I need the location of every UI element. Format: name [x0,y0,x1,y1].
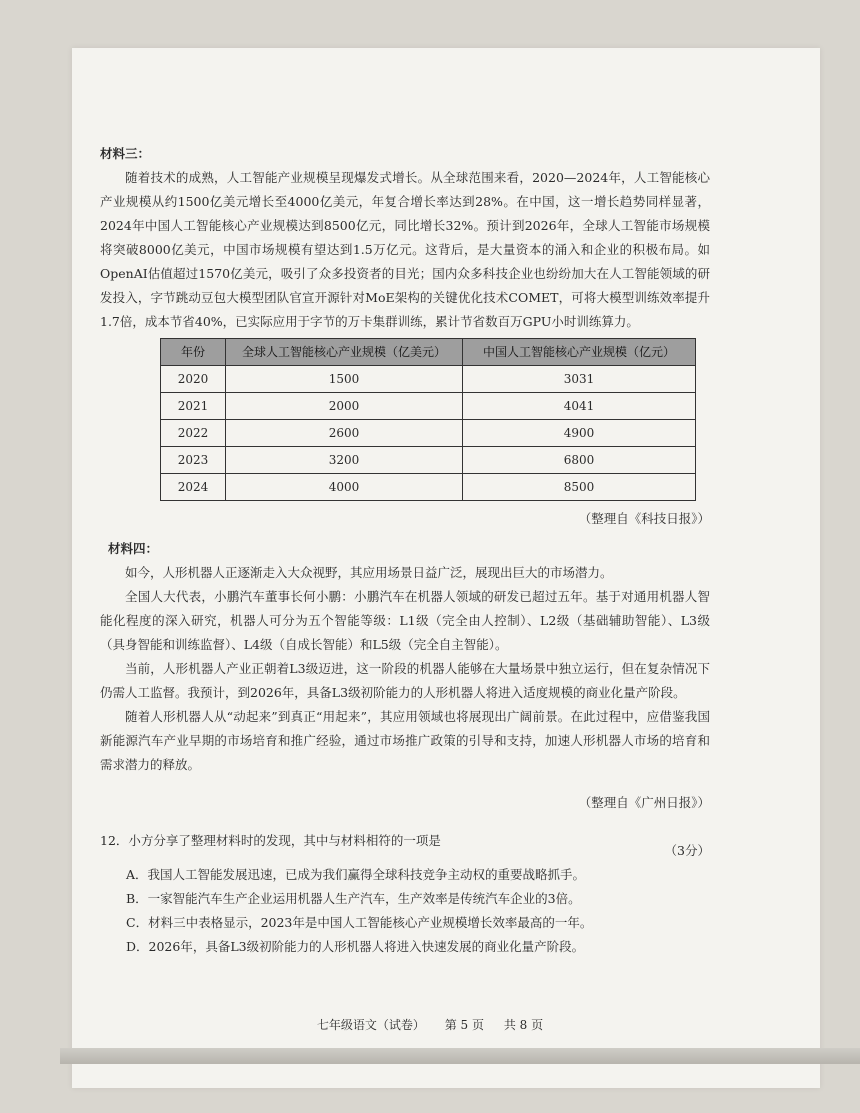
option-b: B．一家智能汽车生产企业运用机器人生产汽车，生产效率是传统汽车企业的3倍。 [126,891,581,906]
table-cell: 3200 [226,447,463,474]
material4-source: （整理自《广州日报》） [578,795,710,810]
material4-section [100,537,710,815]
material4-paragraph-1: 如今，人形机器人正逐渐走入大众视野，其应用场景日益广泛，展现出巨大的市场潜力。 [125,565,613,580]
table-cell: 6800 [463,447,696,474]
material4-title: 材料四： [108,541,159,556]
question-points: （3分） [664,843,710,858]
footer-total-pages: 共 8 页 [503,1018,544,1032]
header-year: 年份 [161,339,226,366]
table-cell: 1500 [226,366,463,393]
table-cell: 8500 [463,474,696,501]
material3-paragraph: 随着技术的成熟，人工智能产业规模呈现爆发式增长。从全球范围来看，2020—2024年，人工智能核心产业规模从约1500亿美元增长至4000亿美元，年复合增长率达到28%。在中国，这一增长趋势同样显著，2024年中国人工智能核心产业规模达到8500亿元，同比增长32%。预计到2026年，全球人工智能市场规模将突破8000亿美元，中国市场规模有望达到1.5万亿元。这背后，是大量资本的涌入和企业的积极布局。如OpenAI估值超过1570亿美元，吸引了众多投资者的目光；国内众多科技企业也纷纷加大在人工智能领域的研发投入，字节跳动豆包大模型团队官宣开源针对MoE架构的关键优化技术COMET，可将大模型训练效率提升1.7倍，成本节省40%，已实际应用于字节的万卡集群训练，累计节省数百万GPU小时训练算力。 [100,170,710,329]
table-row [161,447,696,474]
footer-subject: 七年级语文（试卷） [316,1018,425,1032]
page-footer [0,1016,860,1033]
table-cell: 2021 [161,393,226,420]
option-c: C．材料三中表格显示，2023年是中国人工智能核心产业规模增长效率最高的一年。 [126,915,593,930]
material3-source: （整理自《科技日报》） [578,511,710,526]
industry-scale-table [160,338,696,501]
table-header-row [161,339,696,366]
option-d: D．2026年，具备L3级初阶能力的人形机器人将进入快速发展的商业化量产阶段。 [126,939,585,954]
question-stem-line [100,829,710,863]
header-china: 中国人工智能核心产业规模（亿元） [463,339,696,366]
table-cell: 3031 [463,366,696,393]
question-stem: 12．小方分享了整理材料时的发现，其中与材料相符的一项是 [100,833,441,848]
table-cell: 2600 [226,420,463,447]
table-cell: 2020 [161,366,226,393]
table-row [161,393,696,420]
table-cell: 2022 [161,420,226,447]
table-row [161,420,696,447]
footer-page-number: 第 5 页 [444,1018,484,1032]
material4-paragraph-4: 随着人形机器人从“动起来”到真正“用起来”，其应用领域也将展现出广阔前景。在此过程中，应借鉴我国新能源汽车产业早期的市场培育和推广经验，通过市场推广政策的引导和支持，加速人形机器人市场的培育和需求潜力的释放。 [100,709,710,772]
table-cell: 2000 [226,393,463,420]
material4-paragraph-3: 当前，人形机器人产业正朝着L3级迈进，这一阶段的机器人能够在大量场景中独立运行，但在复杂情况下仍需人工监督。我预计，到2026年，具备L3级初阶能力的人形机器人将进入适度规模的商业化量产阶段。 [100,661,710,700]
table-row [161,366,696,393]
question-12 [100,829,710,959]
table-cell: 2024 [161,474,226,501]
table-cell: 2023 [161,447,226,474]
material3-title: 材料三： [100,146,151,161]
scan-edge [60,1048,860,1064]
header-global: 全球人工智能核心产业规模（亿美元） [226,339,463,366]
table-cell: 4041 [463,393,696,420]
table-row [161,474,696,501]
material4-paragraph-2: 全国人大代表，小鹏汽车董事长何小鹏：小鹏汽车在机器人领域的研发已超过五年。基于对通用机器人智能化程度的深入研究，机器人可分为五个智能等级：L1级（完全由人控制）、L2级（基础辅助智能）、L3级（具身智能和训练监督）、L4级（自成长智能）和L5级（完全自主智能）。 [100,589,710,652]
table-cell: 4900 [463,420,696,447]
page-content [100,142,710,959]
table-cell: 4000 [226,474,463,501]
option-a: A．我国人工智能发展迅速，已成为我们赢得全球科技竞争主动权的重要战略抓手。 [126,867,586,882]
